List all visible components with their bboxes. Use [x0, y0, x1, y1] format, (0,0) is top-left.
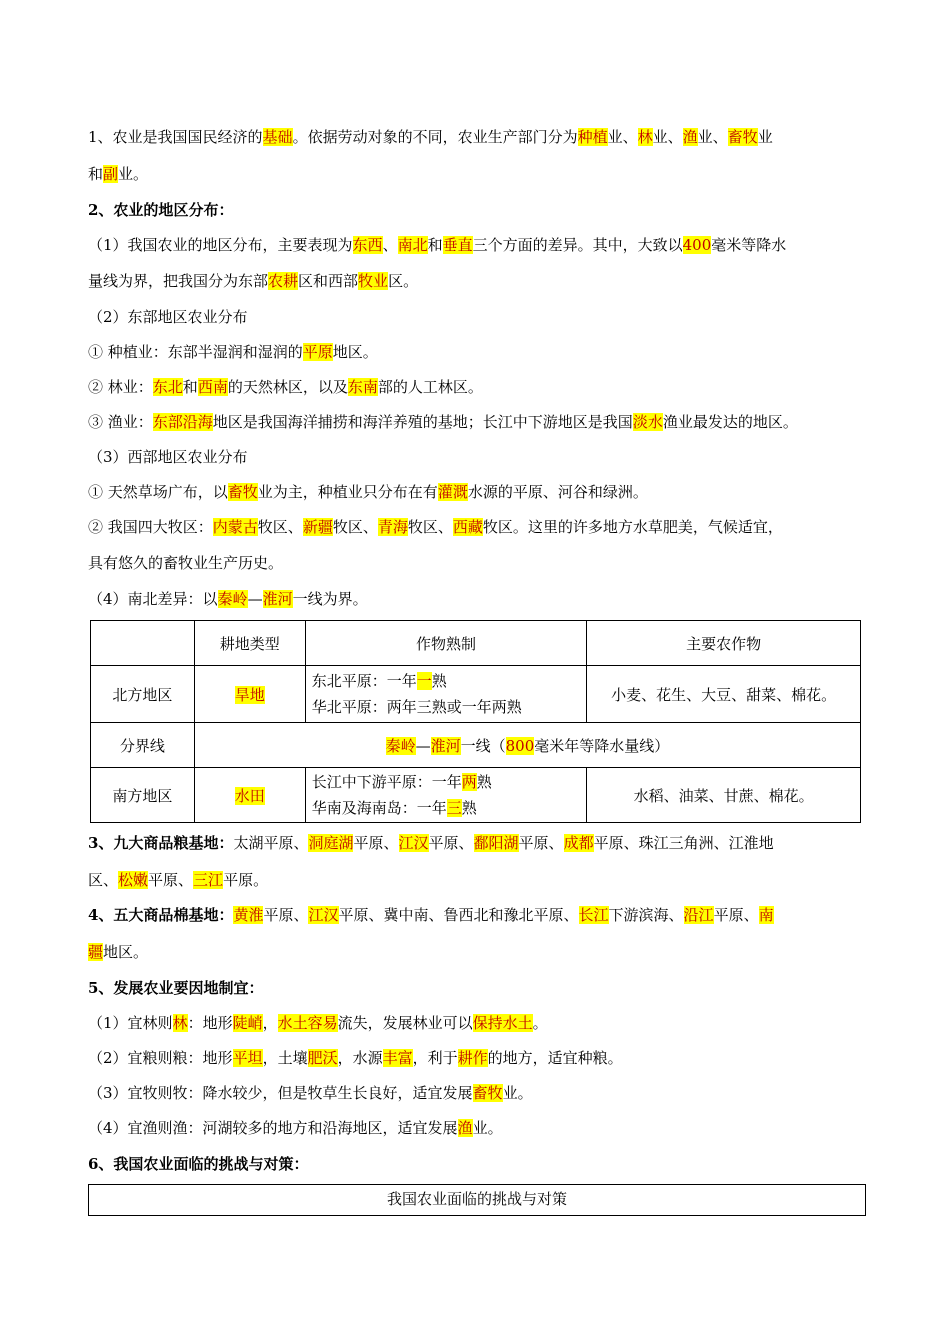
section-5-title: 5、发展农业要因地制宜：	[88, 979, 264, 997]
table-header-cell: 主要农作物	[587, 621, 861, 666]
land-type-cell: 水田	[194, 768, 305, 823]
table-row-north	[91, 666, 861, 723]
section-5-3: （3）宜牧则牧：降水较少，但是牧草生长良好，适宜发展畜牧业。	[88, 1084, 533, 1102]
para-1: 1、农业是我国国民经济的基础。依据劳动对象的不同，农业生产部门分为种植业、林业、渔业、畜牧业	[88, 128, 773, 146]
section-2-3: （3）西部地区农业分布	[88, 448, 248, 466]
section-2-1-cont: 量线为界，把我国分为东部农耕区和西部牧业区。	[88, 272, 419, 290]
section-5-1: （1）宜林则林：地形陡峭，水土容易流失，发展林业可以保持水土。	[88, 1014, 548, 1032]
section-2-title: 2、农业的地区分布：	[88, 201, 234, 219]
north-south-table	[90, 620, 861, 823]
section-5-4: （4）宜渔则渔：河湖较多的地方和沿海地区，适宜发展渔业。	[88, 1119, 503, 1137]
section-2-1: （1）我国农业的地区分布，主要表现为东西、南北和垂直三个方面的差异。其中，大致以400毫米等降水	[88, 236, 787, 254]
para-1-cont: 和副业。	[88, 165, 149, 183]
section-2-2-a: ① 种植业：东部半湿润和湿润的平原地区。	[88, 343, 378, 361]
section-4: 4、五大商品棉基地：黄淮平原、江汉平原、冀中南、鲁西北和豫北平原、长江下游滨海、沿江平原、南	[88, 906, 774, 924]
cropping-system-cell: 长江中下游平原：一年两熟 华南及海南岛：一年三熟	[305, 768, 587, 823]
region-cell: 南方地区	[91, 768, 195, 823]
section-3: 3、九大商品粮基地：太湖平原、洞庭湖平原、江汉平原、鄱阳湖平原、成都平原、珠江三角洲、江淮地	[88, 834, 774, 852]
section-2-4: （4）南北差异：以秦岭—淮河一线为界。	[88, 590, 368, 608]
region-cell: 北方地区	[91, 666, 195, 723]
section-6-title: 6、我国农业面临的挑战与对策：	[88, 1155, 309, 1173]
crops-cell: 水稻、油菜、甘蔗、棉花。	[587, 768, 861, 823]
table-header-row	[91, 621, 861, 666]
section-2-3-a: ① 天然草场广布，以畜牧业为主，种植业只分布在有灌溉水源的平原、河谷和绿洲。	[88, 483, 648, 501]
table-header-cell: 耕地类型	[194, 621, 305, 666]
table-row-south	[91, 768, 861, 823]
section-2-2-c: ③ 渔业：东部沿海地区是我国海洋捕捞和海洋养殖的基地；长江中下游地区是我国淡水渔业最发达的地区。	[88, 413, 798, 431]
section-2-3-c: 具有悠久的畜牧业生产历史。	[88, 554, 284, 572]
crops-cell: 小麦、花生、大豆、甜菜、棉花。	[587, 666, 861, 723]
land-type-cell: 旱地	[194, 666, 305, 723]
table-header-cell	[91, 621, 195, 666]
section-4-cont: 疆地区。	[88, 943, 149, 961]
section-2-3-b: ② 我国四大牧区：内蒙古牧区、新疆牧区、青海牧区、西藏牧区。这里的许多地方水草肥美，气候适宜，	[88, 518, 783, 536]
section-5-2: （2）宜粮则粮：地形平坦，土壤肥沃，水源丰富，利于耕作的地方，适宜种粮。	[88, 1049, 623, 1067]
challenges-table-header: 我国农业面临的挑战与对策	[88, 1184, 866, 1216]
section-2-2-b: ② 林业：东北和西南的天然林区，以及东南部的人工林区。	[88, 378, 483, 396]
boundary-cell: 秦岭—淮河一线（800毫米年等降水量线）	[194, 723, 860, 768]
section-3-cont: 区、松嫩平原、三江平原。	[88, 871, 269, 889]
cropping-system-cell: 东北平原：一年一熟 华北平原：两年三熟或一年两熟	[305, 666, 587, 723]
region-cell: 分界线	[91, 723, 195, 768]
table-header-cell: 作物熟制	[305, 621, 587, 666]
table-row-boundary	[91, 723, 861, 768]
section-2-2: （2）东部地区农业分布	[88, 308, 248, 326]
